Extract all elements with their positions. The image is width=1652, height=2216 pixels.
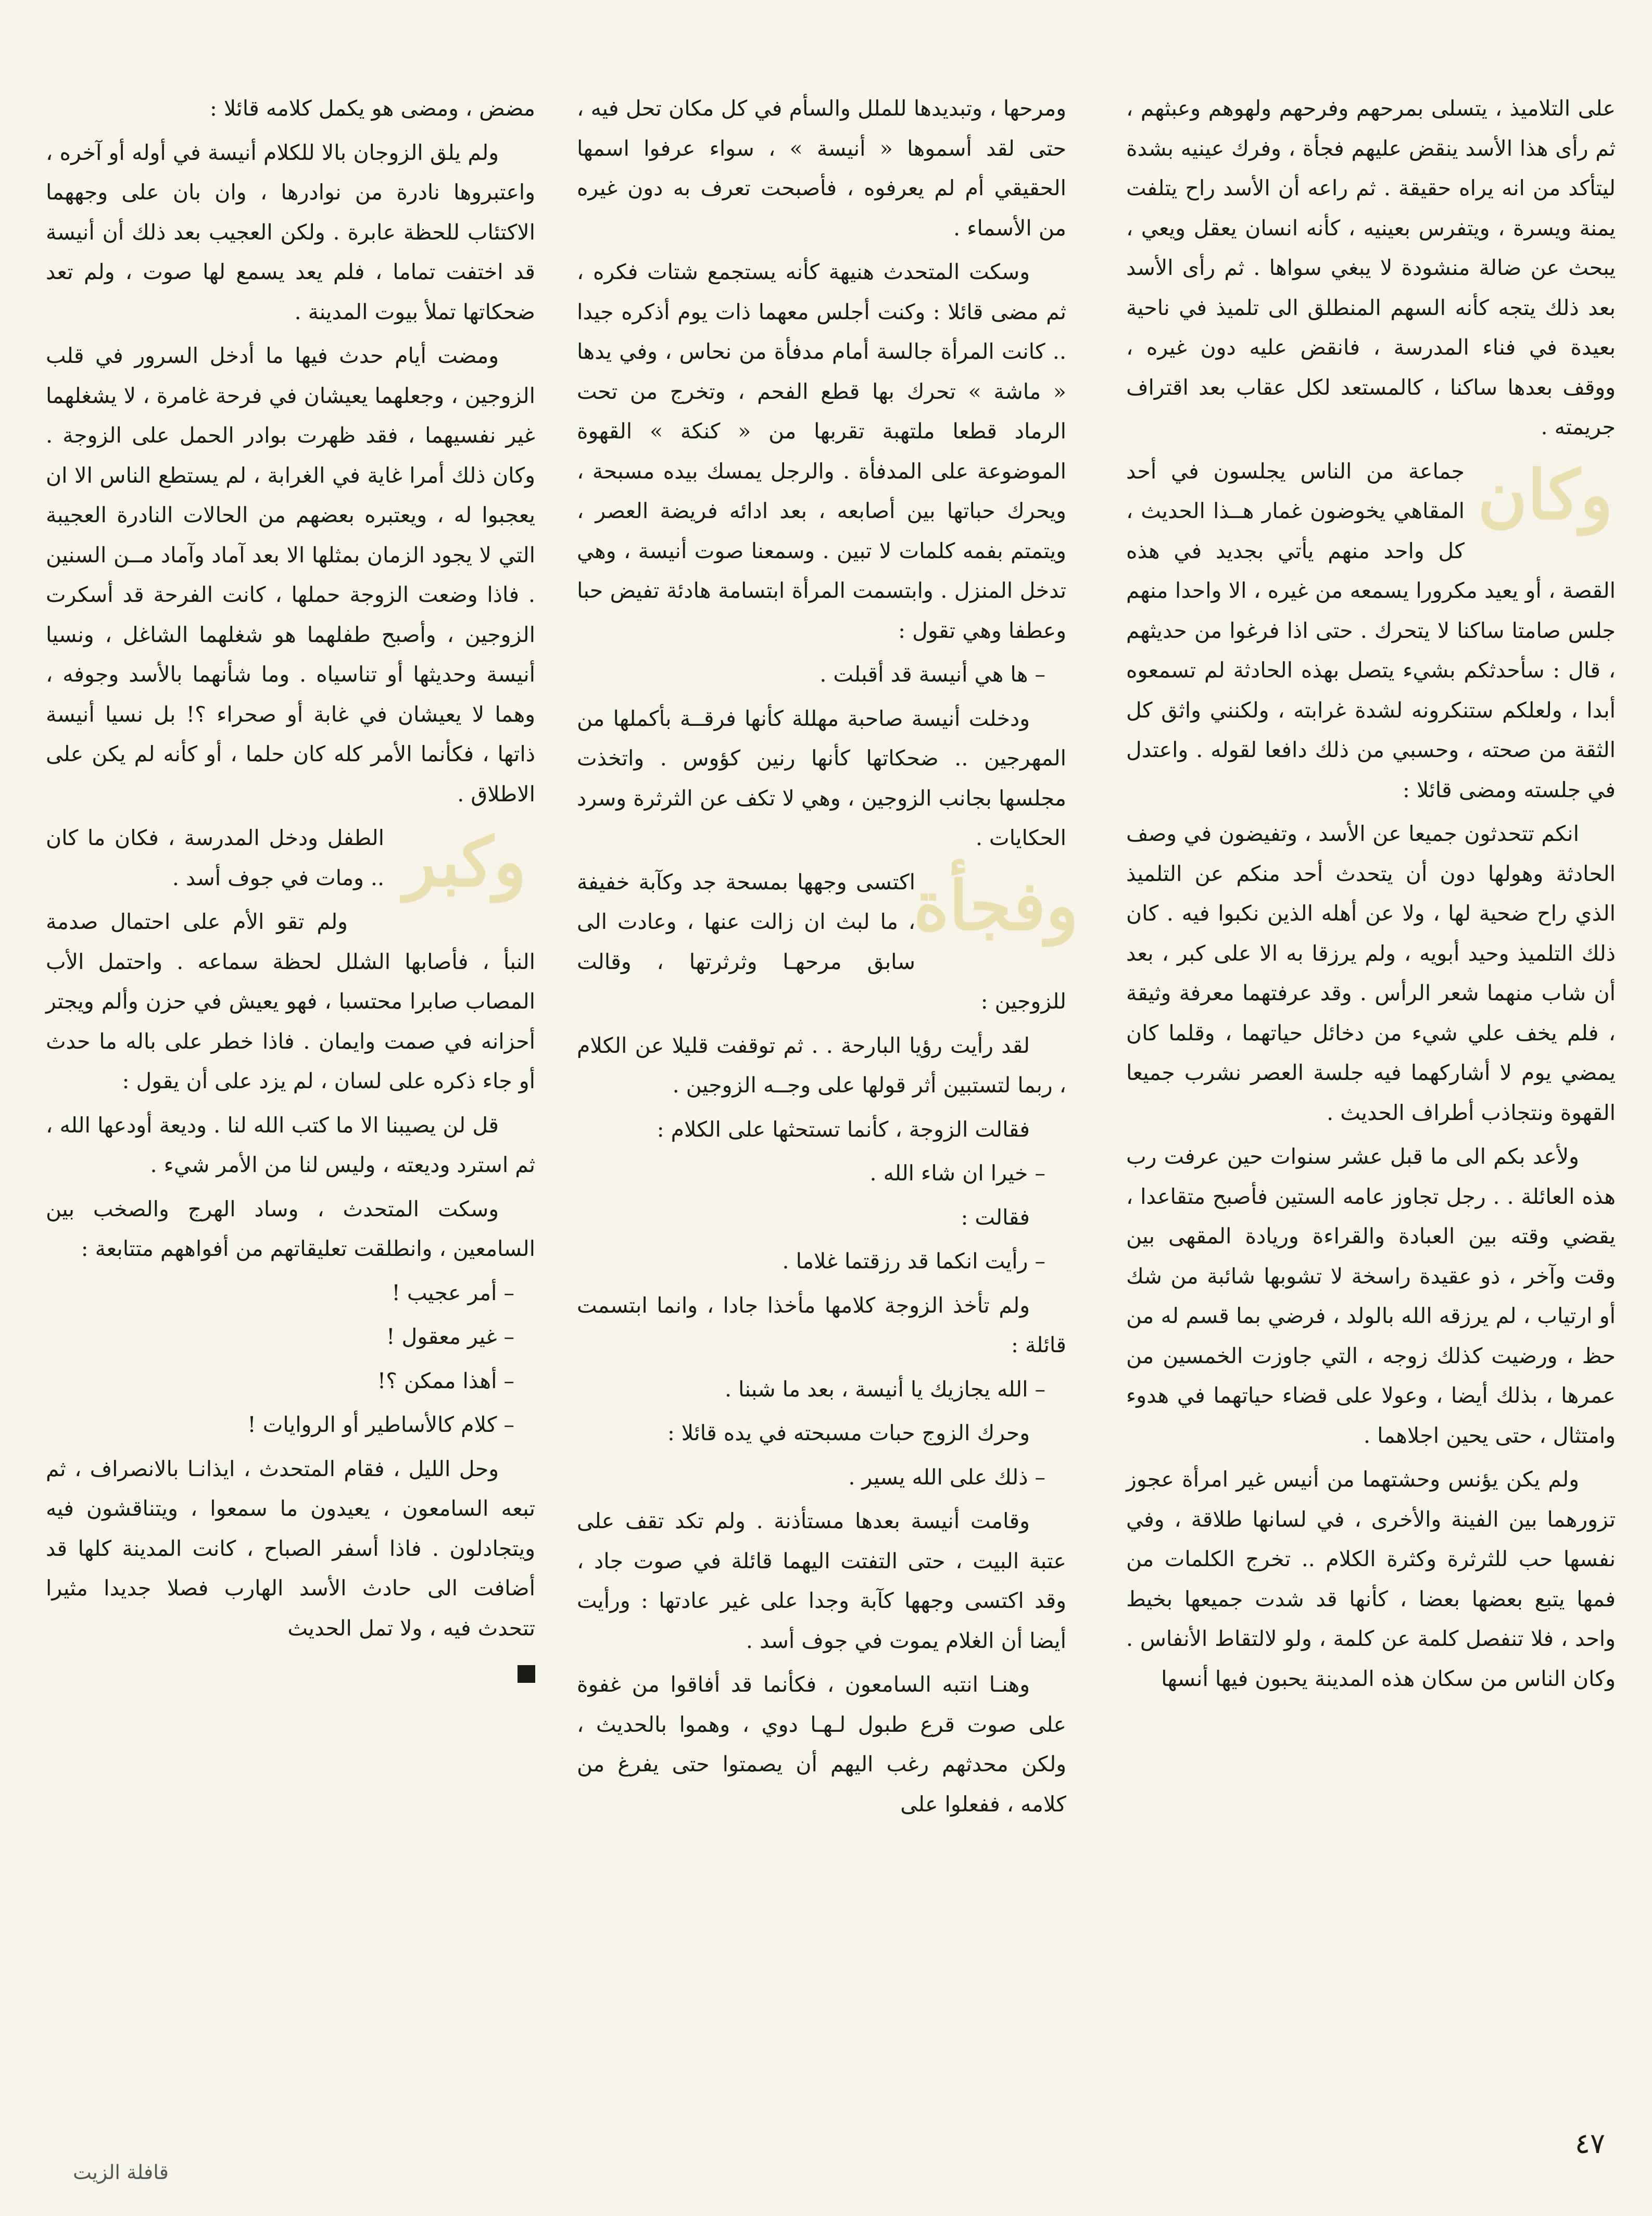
- paragraph: جماعة من الناس يجلسون في أحد المقاهي يخوضون غمار هــذا الحديث ، كل واحد منهم يأتي بجديد في هذه القصة ، أو يعيد مكرورا يسمعه من غيره ، الا واحدا منهم جلس صامتا ساكنا لا يتحرك . حتى اذا فرغوا من حديثهم ، قال : سأحدثكم بشيء يتصل بهذه الحادثة لم تسمعوه أبدا ، ولعلكم ستنكرونه لشدة غرابته ، ولكنني واثق كل الثقة من صحته ، وحسبي من ذلك دافعا لقوله . واعتدل في جلسته ومضى قائلا :: [1126, 458, 1616, 802]
- dropcap-section: [577, 862, 1079, 1022]
- paragraph: مضض ، ومضى هو يكمل كلامه قائلا :: [209, 96, 535, 121]
- paragraph: وسكت المتحدث هنيهة كأنه يستجمع شتات فكره ، ثم مضى قائلا : وكنت أجلس معهما ذات يوم أذكره جيدا .. كانت المرأة جالسة أمام مدفأة من نحاس ، وفي يدها « ماشة » تحرك بها قطع الفحم ، وتخرج من تحت الرماد قطعا ملتهبة تقربها من « كنكة » القهوة الموضوعة على المدفأة . والرجل يمسك بيده مسبحة ، ويحرك حباتها بين أصابعه ، بعد ادائه فريضة العصر ، ويتمتم بفمه كلمات لا تبين . وسمعنا صوت أنيسة ، وهي تدخل المنزل . وابتسمت المرأة ابتسامة هادئة تفيض حبا وعطفا وهي تقول :: [577, 259, 1066, 643]
- paragraph: فقالت الزوجة ، كأنما تستحثها على الكلام :: [657, 1116, 1030, 1142]
- page-number: ٤٧: [1574, 2127, 1605, 2160]
- dialogue-line: – أهذا ممكن ؟!: [377, 1368, 514, 1393]
- dialogue-line: – ها هي أنيسة قد أقبلت .: [819, 662, 1045, 687]
- text-column-middle: [577, 89, 1079, 1828]
- paragraph: فقالت :: [961, 1204, 1030, 1230]
- paragraph: وسكت المتحدث ، وساد الهرج والصخب بين السامعين ، وانطلقت تعليقاتهم من أفواههم متتابعة :: [46, 1196, 535, 1261]
- magazine-title: قافلة الزيت: [73, 2161, 169, 2184]
- dialogue-line: – كلام كالأساطير أو الروايات !: [247, 1412, 514, 1437]
- paragraph: ولأعد بكم الى ما قبل عشر سنوات حين عرفت رب هذه العائلة . . رجل تجاوز عامه الستين فأصبح متقاعدا ، يقضي وقته بين العبادة والقراءة وريادة المقهى بين وقت وآخر ، ذو عقيدة راسخة لا تشوبها شائبة من شك أو ارتياب ، لم يرزقه الله بالولد ، فرضي بما قسم له من حظ ، ورضيت كذلك زوجه ، التي جاوزت الخمسين من عمرها ، بذلك أيضا ، وعولا على قضاء حياتهما في هدوء وامتثال ، حتى يحين اجلاهما .: [1126, 1144, 1616, 1448]
- decorative-dropcap: وكبر: [403, 822, 526, 902]
- dialogue-line: – ذلك على الله يسير .: [848, 1464, 1045, 1490]
- dialogue-line: – الله يجازيك يا أنيسة ، بعد ما شبنا .: [724, 1376, 1045, 1402]
- paragraph: ومضت أيام حدث فيها ما أدخل السرور في قلب الزوجين ، وجعلهما يعيشان في فرحة غامرة ، لا يشغلهما غير نفسيهما ، فقد ظهرت بوادر الحمل على الزوجة . وكان ذلك أمرا غاية في الغرابة ، لم يستطع الناس الا ان يعجبوا له ، ويعتبره بعضهم من الحالات النادرة العجيبة التي لا يجود الزمان بمثلها الا بعد آماد وآماد مــن السنين . فاذا وضعت الزوجة حملها ، كانت الفرحة قد أسكرت الزوجين ، وأصبح طفلهما هو شغلهما الشاغل ، ونسيا أنيسة وحديثها أو تناسياه . وما شأنهما بالأسد وجوفه ، وهما لا يعيشان في غابة أو صحراء ؟! بل نسيا أنيسة ذاتها ، فكأنما الأمر كله كان حلما ، أو كأنه لم يكن على الاطلاق .: [46, 343, 535, 807]
- paragraph: ومرحها ، وتبديدها للملل والسأم في كل مكان تحل فيه ، حتى لقد أسموها « أنيسة » ، سواء عرفوا اسمها الحقيقي أم لم يعرفوه ، فأصبحت تعرف به دون غيره من الأسماء .: [577, 96, 1066, 241]
- dropcap-section: [1126, 451, 1616, 810]
- decorative-dropcap: وفجأة: [913, 866, 1079, 946]
- dialogue-line: – غير معقول !: [386, 1324, 514, 1349]
- paragraph: ودخلت أنيسة صاحبة مهللة كأنها فرقــة بأكملها من المهرجين .. ضحكاتها كأنها رنين كؤوس . واتخذت مجلسها بجانب الزوجين ، وهي لا تكف عن الثرثرة وسرد الحكايات .: [577, 706, 1066, 850]
- paragraph: ولم يلق الزوجان بالا للكلام أنيسة في أوله أو آخره ، واعتبروها نادرة من نوادرها ، وان بان على وجههما الاكتئاب للحظة عابرة . ولكن العجيب بعد ذلك أن أنيسة قد اختفت تماما ، فلم يعد يسمع لها صوت ، ولم تعد ضحكاتها تملأ بيوت المدينة .: [46, 140, 535, 324]
- paragraph: وحرك الزوج حبات مسبحته في يده قائلا :: [667, 1420, 1030, 1445]
- paragraph: لقد رأيت رؤيا البارحة . . ثم توقفت قليلا عن الكلام ، ربما لتستبين أثر قولها على وجــه الزوجين .: [577, 1033, 1066, 1098]
- paragraph: وهنـا انتبه السامعون ، فكأنما قد أفاقوا من غفوة على صوت قرع طبول لـهـا دوي ، وهموا بالحديث ، ولكن محدثهم رغب اليهم أن يصمتوا حتى يفرغ من كلامه ، ففعلوا على: [577, 1672, 1066, 1817]
- paragraph: الطفل ودخل المدرسة ، فكان ما كان .. ومات في جوف أسد .: [46, 825, 384, 890]
- end-square-icon: [518, 1665, 535, 1683]
- paragraph: اكتسى وجهها بمسحة جد وكآبة خفيفة ، ما لبث ان زالت عنها ، وعادت الى سابق مرحهـا وثرثرتها ، وقالت للزوجين :: [577, 869, 1066, 1014]
- text-column-left: [46, 89, 535, 1696]
- dialogue-line: – خيرا ان شاء الله .: [869, 1161, 1045, 1186]
- dropcap-section: [46, 818, 535, 902]
- paragraph: وقامت أنيسة بعدها مستأذنة . ولم تكد تقف على عتبة البيت ، حتى التفتت اليهما قائلة في صوت جاد ، وقد اكتسى وجهها كآبة وجدا على غير عادتها : ورأيت أيضا أن الغلام يموت في جوف أسد .: [577, 1508, 1066, 1653]
- paragraph: ولم تأخذ الزوجة كلامها مأخذا جادا ، وانما ابتسمت قائلة :: [577, 1292, 1066, 1357]
- paragraph: قل لن يصيبنا الا ما كتب الله لنا . وديعة أودعها الله ، ثم استرد وديعته ، وليس لنا من الأمر شيء .: [46, 1112, 535, 1177]
- paragraph: انكم تتحدثون جميعا عن الأسد ، وتفيضون في وصف الحادثة وهولها دون أن يتحدث أحد منكم عن التلميذ الذي راح ضحية لها ، ولا عن أهله الذين نكبوا فيه . كان ذلك التلميذ وحيد أبويه ، ولم يرزقا به الا على كبر ، بعد أن شاب منهما شعر الرأس . وقد عرفتهما معرفة وثيقة ، فلم يخف علي شيء من دخائل حياتهما ، وقلما كان يمضي يوم لا أشاركهما فيه جلسة العصر نشرب جميعا القهوة ونتجاذب أطراف الحديث .: [1126, 821, 1616, 1125]
- text-column-right: [1126, 89, 1616, 1703]
- paragraph: على التلاميذ ، يتسلى بمرحهم وفرحهم ولهوهم وعبثهم ، ثم رأى هذا الأسد ينقض عليهم فجأة ، وفرك عينيه بشدة ليتأكد من انه يراه حقيقة . ثم راعه أن الأسد راح يتلفت يمنة ويسرة ، ويتفرس بعينيه ، كأنه انسان يعقل ويعي ، يبحث عن ضالة منشودة لا يبغي سواها . ثم رأى الأسد بعد ذلك يتجه كأنه السهم المنطلق الى تلميذ في ناحية بعيدة في فناء المدرسة ، فانقض عليه دون غيره ، ووقف بعدها ساكنا ، كالمستعد لكل عقاب بعد اقتراف جريمته .: [1126, 96, 1616, 439]
- paragraph: وحل الليل ، فقام المتحدث ، ايذانـا بالانصراف ، ثم تبعه السامعون ، يعيدون ما سمعوا ، ويتناقشون فيه ويتجادلون . فاذا أسفر الصباح ، كانت المدينة كلها قد أضافت الى حادث الأسد الهارب فصلا جديدا مثيرا تتحدث فيه ، ولا تمل الحديث: [46, 1456, 535, 1641]
- paragraph: ولم يكن يؤنس وحشتهما من أنيس غير امرأة عجوز تزورهما بين الفينة والأخرى ، في لسانها طلاقة ، وفي نفسها حب للثرثرة وكثرة الكلام .. تخرج الكلمات من فمها يتبع بعضها بعضا ، كأنها قد شدت جميعها بخيط واحد ، فلا تنفصل كلمة عن كلمة ، ولو لالتقاط الأنفاس . وكان الناس من سكان هذه المدينة يحبون فيها أنسها: [1126, 1467, 1616, 1691]
- dialogue-line: – أمر عجيب !: [392, 1280, 514, 1305]
- decorative-dropcap: وكان: [1478, 455, 1613, 535]
- dialogue-line: – رأيت انكما قد رزقتما غلاما .: [782, 1249, 1045, 1274]
- paragraph: ولم تقو الأم على احتمال صدمة النبأ ، فأصابها الشلل لحظة سماعه . واحتمل الأب المصاب صابرا محتسبا ، فهو يعيش في حزن وألم ويجتر أحزانه في صمت وايمان . فاذا خطر على باله ما حدث أو جاء ذكره على لسان ، لم يزد على أن يقول :: [46, 909, 535, 1093]
- end-mark-line: [46, 1652, 535, 1692]
